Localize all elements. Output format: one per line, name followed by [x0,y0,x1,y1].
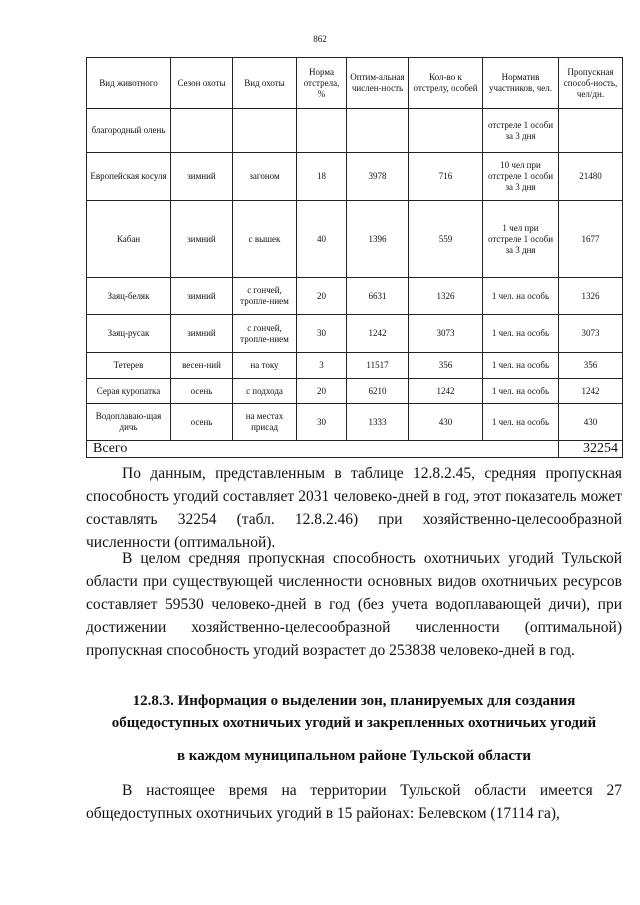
table-cell: Серая куропатка [87,379,171,404]
table-cell: 716 [409,153,483,201]
table-cell: 1326 [409,278,483,315]
table-row [87,201,623,278]
paragraph-capacity-summary: По данным, представленным в таблице 12.8.2.45, средняя пропускная способность угодий составляет 2031 человеко-дней в год, этот показатель может составлять 32254 (табл. 12.8.2.46) при хозяйственно-целесообразной численности (оптимальной). [86,465,622,551]
table-cell: 10 чел при отстреле 1 особи за 3 дня [483,153,559,201]
table-cell: 30 [297,315,347,353]
table-cell [171,109,233,153]
table-cell: 430 [409,404,483,441]
table-cell: 1396 [347,201,409,278]
table-row [87,379,623,404]
table-cell: на току [233,353,297,379]
table-cell: 1 чел. на особь [483,353,559,379]
table-cell: с подхода [233,379,297,404]
header-cell: Оптим-альная числен-ность [347,58,409,109]
table-row [87,278,623,315]
table-cell: Заяц-беляк [87,278,171,315]
table-cell: 20 [297,278,347,315]
table-cell: зимний [171,201,233,278]
table-cell: 1333 [347,404,409,441]
section-heading-district: в каждом муниципальном районе Тульской области [176,748,532,764]
table-cell: Кабан [87,201,171,278]
table-row [87,315,623,353]
table-header-row [87,58,623,109]
table-cell: зимний [171,315,233,353]
table-cell [233,109,297,153]
table-total-row [87,441,623,458]
table-cell: с гончей, тропле-нием [233,315,297,353]
table-cell: Тетерев [87,353,171,379]
table-cell: 1 чел. на особь [483,315,559,353]
table-cell: 40 [297,201,347,278]
table-cell: 1 чел. на особь [483,404,559,441]
table-cell: 1 чел. на особь [483,278,559,315]
table-cell: зимний [171,153,233,201]
table-cell: Европейская косуля [87,153,171,201]
table-cell: осень [171,379,233,404]
header-cell: Вид охоты [233,58,297,109]
table-cell: 3 [297,353,347,379]
header-cell: Сезон охоты [171,58,233,109]
table-cell: 356 [409,353,483,379]
table-cell: 1326 [559,278,623,315]
table-cell: осень [171,404,233,441]
table-cell: Водоплаваю-щая дичь [87,404,171,441]
table-cell: с гончей, тропле-нием [233,278,297,315]
table-cell: 430 [559,404,623,441]
table-cell: Заяц-русак [87,315,171,353]
table-cell: 6631 [347,278,409,315]
table-cell: зимний [171,278,233,315]
table-cell [297,109,347,153]
table-cell: 1242 [559,379,623,404]
table-cell: 20 [297,379,347,404]
header-cell: Норма отстрела, % [297,58,347,109]
section-heading: 12.8.3. Информация о выделении зон, планируемых для создания общедоступных охотничьих угодий и закрепленных охотничьих угодий [111,693,597,731]
table-cell: 6210 [347,379,409,404]
table-cell: 21480 [559,153,623,201]
paragraph-region-capacity: В целом средняя пропускная способность охотничьих угодий Тульской области при существующей численности основных видов охотничьих ресурсов составляет 59530 человеко-дней в год (без учета водоплавающей дичи), при достижении хозяйственно-целесообразной численности (оптимальной) пропускная способность угодий возрастет до 253838 человеко-дней в год. [86,550,622,659]
table-cell: загоном [233,153,297,201]
table-cell: весен-ний [171,353,233,379]
hunting-capacity-table [86,57,623,458]
table-row [87,153,623,201]
table-cell: 3978 [347,153,409,201]
table-cell: на местах присад [233,404,297,441]
header-cell: Пропускная способ-ность, чел/дн. [559,58,623,109]
table-row [87,404,623,441]
table-cell: 18 [297,153,347,201]
header-cell: Кол-во к отстрелу, особей [409,58,483,109]
table-cell: 30 [297,404,347,441]
table-cell: 3073 [559,315,623,353]
table-cell: 1242 [347,315,409,353]
table-cell: 1242 [409,379,483,404]
table-cell: 3073 [409,315,483,353]
table-cell: 356 [559,353,623,379]
header-cell: Вид животного [87,58,171,109]
table-cell: 559 [409,201,483,278]
table-cell: 1 чел. на особь [483,379,559,404]
page-number: 862 [313,34,327,44]
table-row [87,109,623,153]
table-cell: 1677 [559,201,623,278]
table-cell: с вышек [233,201,297,278]
table-cell: 11517 [347,353,409,379]
table-row [87,353,623,379]
paragraph-hunting-grounds: В настоящее время на территории Тульской области имеется 27 общедоступных охотничьих угодий в 15 районах: Белевском (17114 га), [86,782,622,822]
total-value: 32254 [559,441,623,458]
table-cell: благородный олень [87,109,171,153]
table-cell [409,109,483,153]
header-cell: Норматив участников, чел. [483,58,559,109]
table-cell: 1 чел при отстреле 1 особи за 3 дня [483,201,559,278]
table-cell: отстреле 1 особи за 3 дня [483,109,559,153]
table-cell [559,109,623,153]
table-cell [347,109,409,153]
total-label: Всего [87,441,559,458]
